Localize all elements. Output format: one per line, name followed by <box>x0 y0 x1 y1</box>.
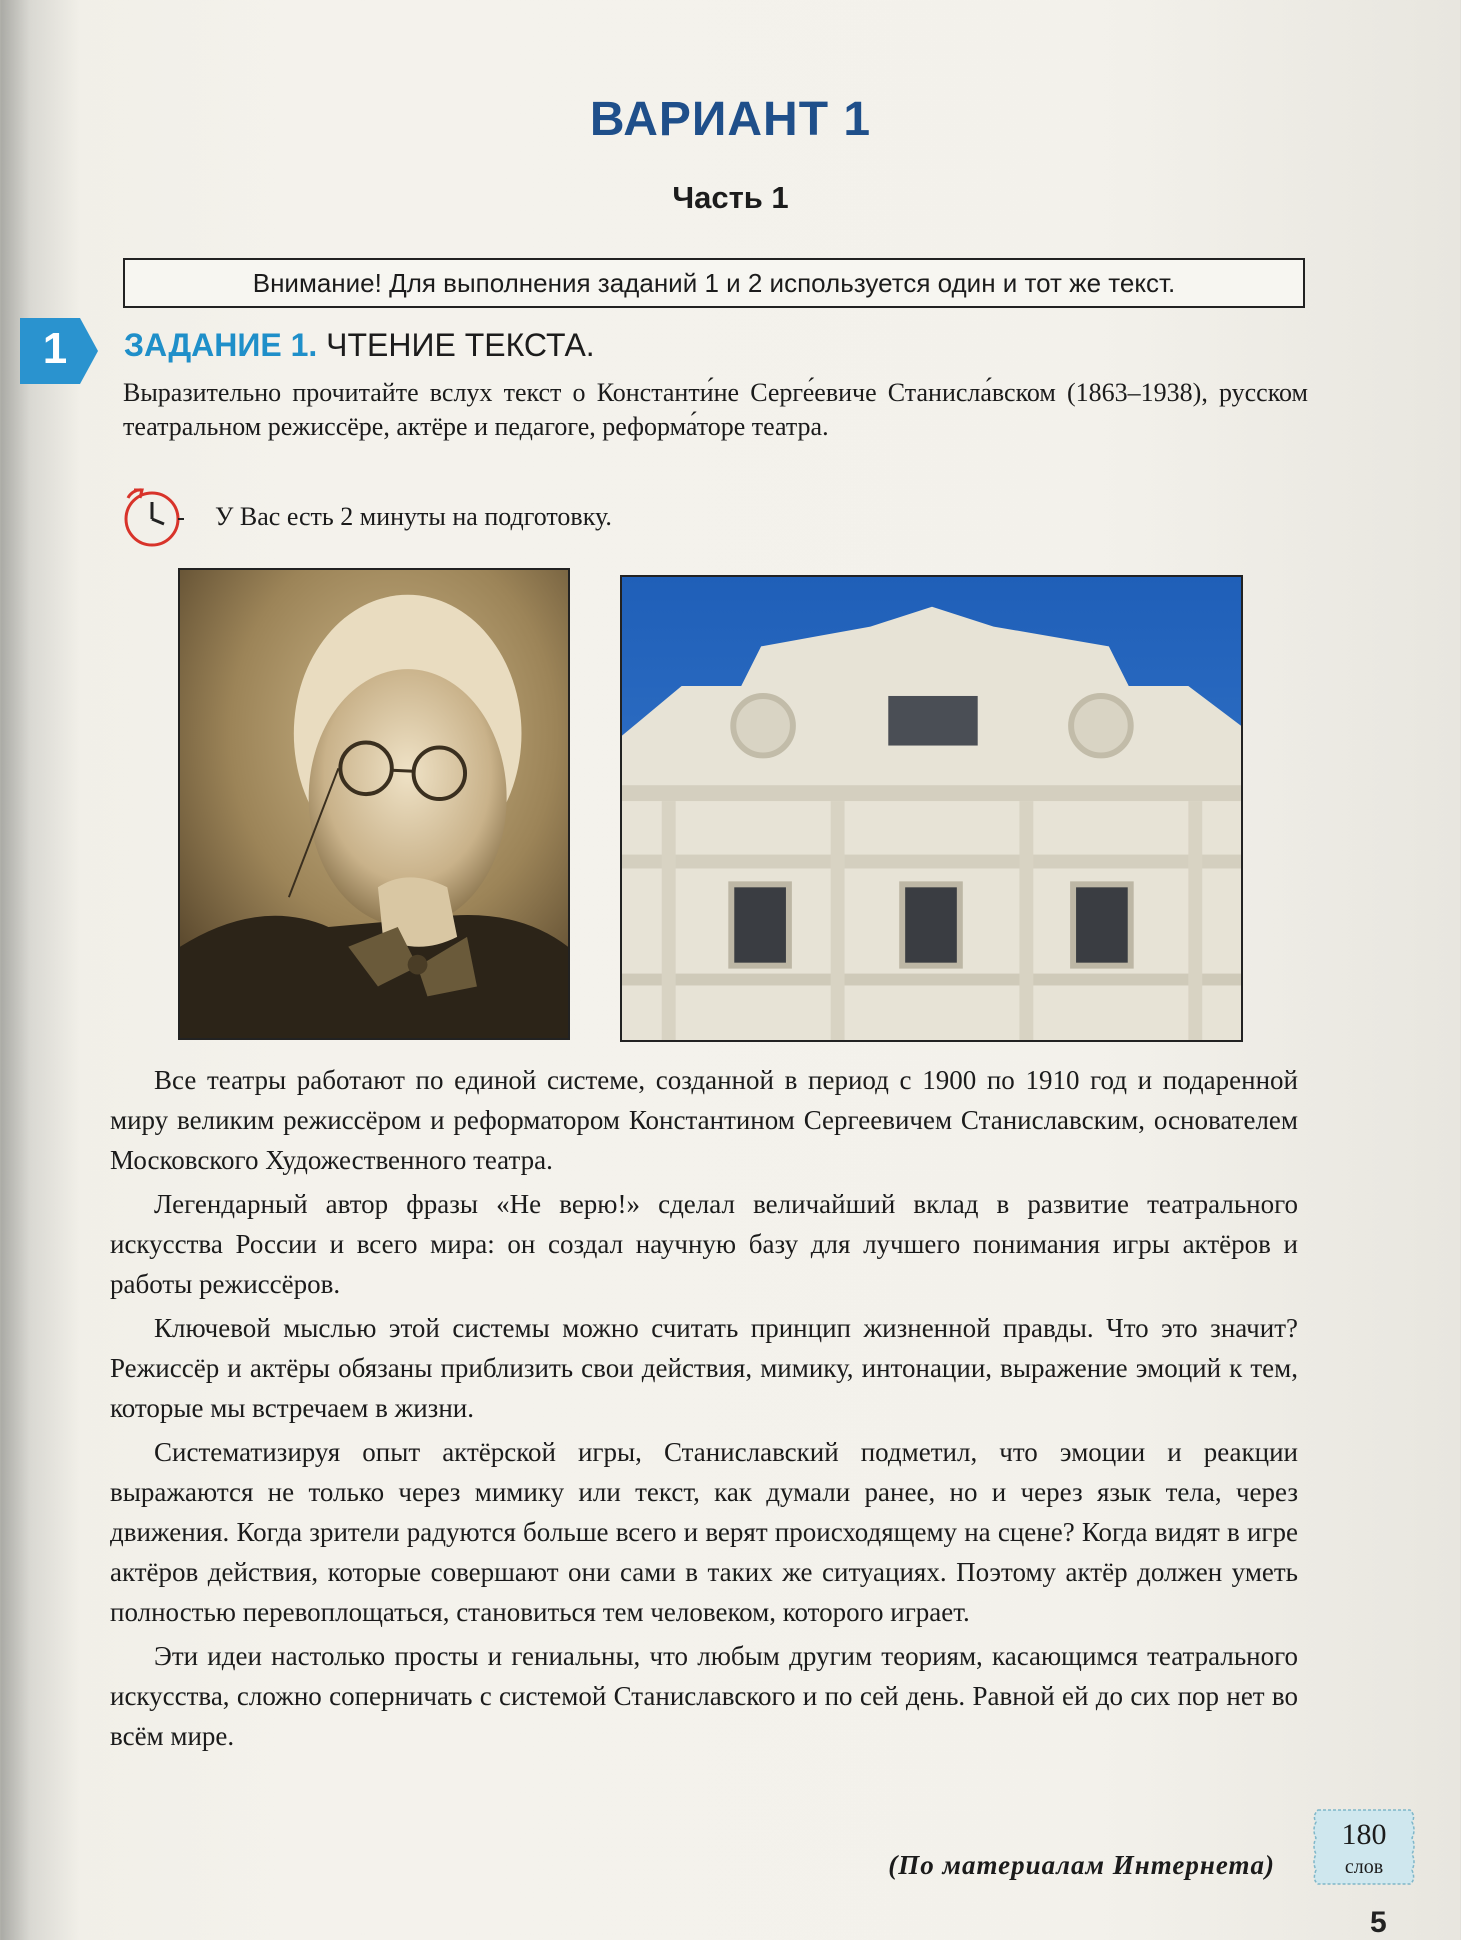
part-title: Часть 1 <box>672 180 789 215</box>
text-paragraph: Легендарный автор фразы «Не верю!» сделал величайший вклад в развитие театрального искусства России и всего мира: он создал научную базу для лучшего понимания игры актёров и работы режиссёров. <box>110 1189 1298 1299</box>
notice-box <box>123 258 1305 308</box>
task-number: 1 <box>42 324 68 373</box>
text-paragraph: Эти идеи настолько просты и гениальны, что любым другим теориям, касающимся театрального искусства, сложно соперничать с системой Станиславского и по сей день. Равной ей до сих пор нет во всём мире. <box>110 1641 1298 1751</box>
notice-text: Внимание! Для выполнения заданий 1 и 2 используется один и тот же текст. <box>252 267 1176 298</box>
reading-text <box>110 1060 1298 1760</box>
text-paragraph: Ключевой мыслью этой системы можно считать принцип жизненной правды. Что это значит? Режиссёр и актёры обязаны приблизить свои действия, мимику, интонации, выражение эмоций к тем, которые мы встречаем в жизни. <box>110 1313 1298 1423</box>
preparation-time: У Вас есть 2 минуты на подготовку. <box>215 502 612 531</box>
task-heading <box>124 327 595 364</box>
text-source: (По материалам Интернета) <box>888 1850 1275 1880</box>
word-count-value: 180 <box>1341 1818 1387 1851</box>
task-number-marker <box>20 318 98 384</box>
text-paragraph: Систематизируя опыт актёрской игры, Станиславский подметил, что эмоции и реакции выражаются не только через мимику или текст, как думали ранее, но и через язык тела, через движения. Когда зрители радуются больше всего и верят происходящему на сцене? Когда видят в игре актёров действия, которые совершают они сами в таких же ситуациях. Поэтому актёр должен уметь полностью перевоплощаться, становиться тем человеком, которого играет. <box>110 1437 1298 1627</box>
clock-icon <box>118 486 188 550</box>
task-title: ЧТЕНИЕ ТЕКСТА. <box>326 327 595 363</box>
task-number-label: ЗАДАНИЕ 1. <box>124 327 318 363</box>
word-count-unit: слов <box>1344 1856 1384 1878</box>
theatre-building-photo <box>620 575 1243 1042</box>
portrait-photo <box>178 568 570 1040</box>
text-paragraph: Все театры работают по единой системе, созданной в период с 1900 по 1910 год и подаренной миру великим режиссёром и реформатором Константином Сергеевичем Станиславским, основателем Московского Художественного театра. <box>110 1065 1298 1175</box>
task-instructions: Выразительно прочитайте вслух текст о Константи́не Серге́евиче Станисла́вском (1863–1938), русском театральном режиссёре, актёре и педагоге, реформа́торе театра. <box>123 378 1308 441</box>
page-title: ВАРИАНТ 1 <box>589 93 872 146</box>
word-count-badge <box>1312 1806 1416 1888</box>
page-number: 5 <box>1370 1906 1387 1939</box>
